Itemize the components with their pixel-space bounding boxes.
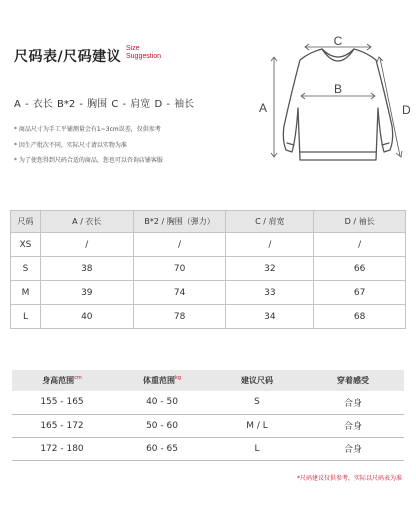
cell: M	[11, 281, 41, 305]
size-recommendation-table	[12, 370, 404, 461]
height-range-header	[12, 370, 112, 391]
title-en-line1: Size	[126, 45, 140, 52]
table-row	[11, 281, 406, 305]
cell: /	[314, 233, 406, 257]
diagram-label-c: C	[333, 34, 343, 48]
note-3: * 为了使您得到尺码合适的商品，您也可以咨询店铺客服	[14, 157, 163, 164]
suggested-size-header: 建议尺码	[212, 370, 302, 391]
cell: L	[212, 437, 302, 460]
diagram-label-a: A	[259, 101, 268, 115]
cell: 合身	[302, 391, 404, 414]
cell: 74	[133, 281, 226, 305]
title-en-line2: Suggestion	[126, 53, 162, 60]
cell: 66	[314, 257, 406, 281]
weight-range-header	[112, 370, 212, 391]
note-2: * 因生产批次不同，实际尺寸请以实物为准	[14, 142, 127, 149]
diagram-label-d: D	[402, 103, 411, 117]
table-row	[12, 414, 404, 437]
note-1: * 商品尺寸为手工平铺测量会有1~3cm误差，仅供参考	[14, 126, 161, 133]
cell: L	[11, 305, 41, 329]
cell: M / L	[212, 414, 302, 437]
cell: XS	[11, 233, 41, 257]
cell: 50 - 60	[112, 414, 212, 437]
cell: 40 - 50	[112, 391, 212, 414]
cell: 60 - 65	[112, 437, 212, 460]
cell: /	[226, 233, 314, 257]
sleeve-col-header: D / 袖长	[314, 211, 406, 233]
table-row	[12, 437, 404, 460]
table-row	[11, 305, 406, 329]
cell: 38	[40, 257, 133, 281]
table-row	[11, 233, 406, 257]
cell: /	[133, 233, 226, 257]
fit-feel-header: 穿着感受	[302, 370, 404, 391]
weight-range-label: 体重范围	[142, 376, 175, 385]
cell: 78	[133, 305, 226, 329]
weight-unit: kg	[174, 375, 182, 381]
size-col-header: 尺码	[11, 211, 41, 233]
sweatshirt-diagram-icon	[248, 30, 416, 174]
cell: 70	[133, 257, 226, 281]
diagram-label-b: B	[333, 82, 343, 96]
cell: 34	[226, 305, 314, 329]
size-table-header-row	[11, 211, 406, 233]
cell: 68	[314, 305, 406, 329]
measurement-legend: A - 衣长 B*2 - 胸围 C - 肩宽 D - 袖长	[14, 99, 195, 110]
cell: 33	[226, 281, 314, 305]
height-unit: cm	[74, 375, 82, 381]
rec-table-header-row	[12, 370, 404, 391]
cell: S	[212, 391, 302, 414]
cell: 39	[40, 281, 133, 305]
cell: 67	[314, 281, 406, 305]
cell: 合身	[302, 437, 404, 460]
height-range-label: 身高范围	[42, 376, 75, 385]
cell: S	[11, 257, 41, 281]
cell: 32	[226, 257, 314, 281]
footnote: *尺码建议仅供参考，实际以尺码表为准	[296, 475, 402, 482]
cell: 40	[40, 305, 133, 329]
cell: 合身	[302, 414, 404, 437]
shoulder-col-header: C / 肩宽	[226, 211, 314, 233]
size-table	[10, 210, 406, 329]
cell: /	[40, 233, 133, 257]
chest-col-header: B*2 / 胸围（弹力）	[133, 211, 226, 233]
table-row	[12, 391, 404, 414]
length-col-header: A / 衣长	[40, 211, 133, 233]
cell: 155 - 165	[12, 391, 112, 414]
table-row	[11, 257, 406, 281]
page-title-english	[126, 45, 161, 61]
page-title: 尺码表/尺码建议	[14, 49, 122, 65]
cell: 165 - 172	[12, 414, 112, 437]
cell: 172 - 180	[12, 437, 112, 460]
